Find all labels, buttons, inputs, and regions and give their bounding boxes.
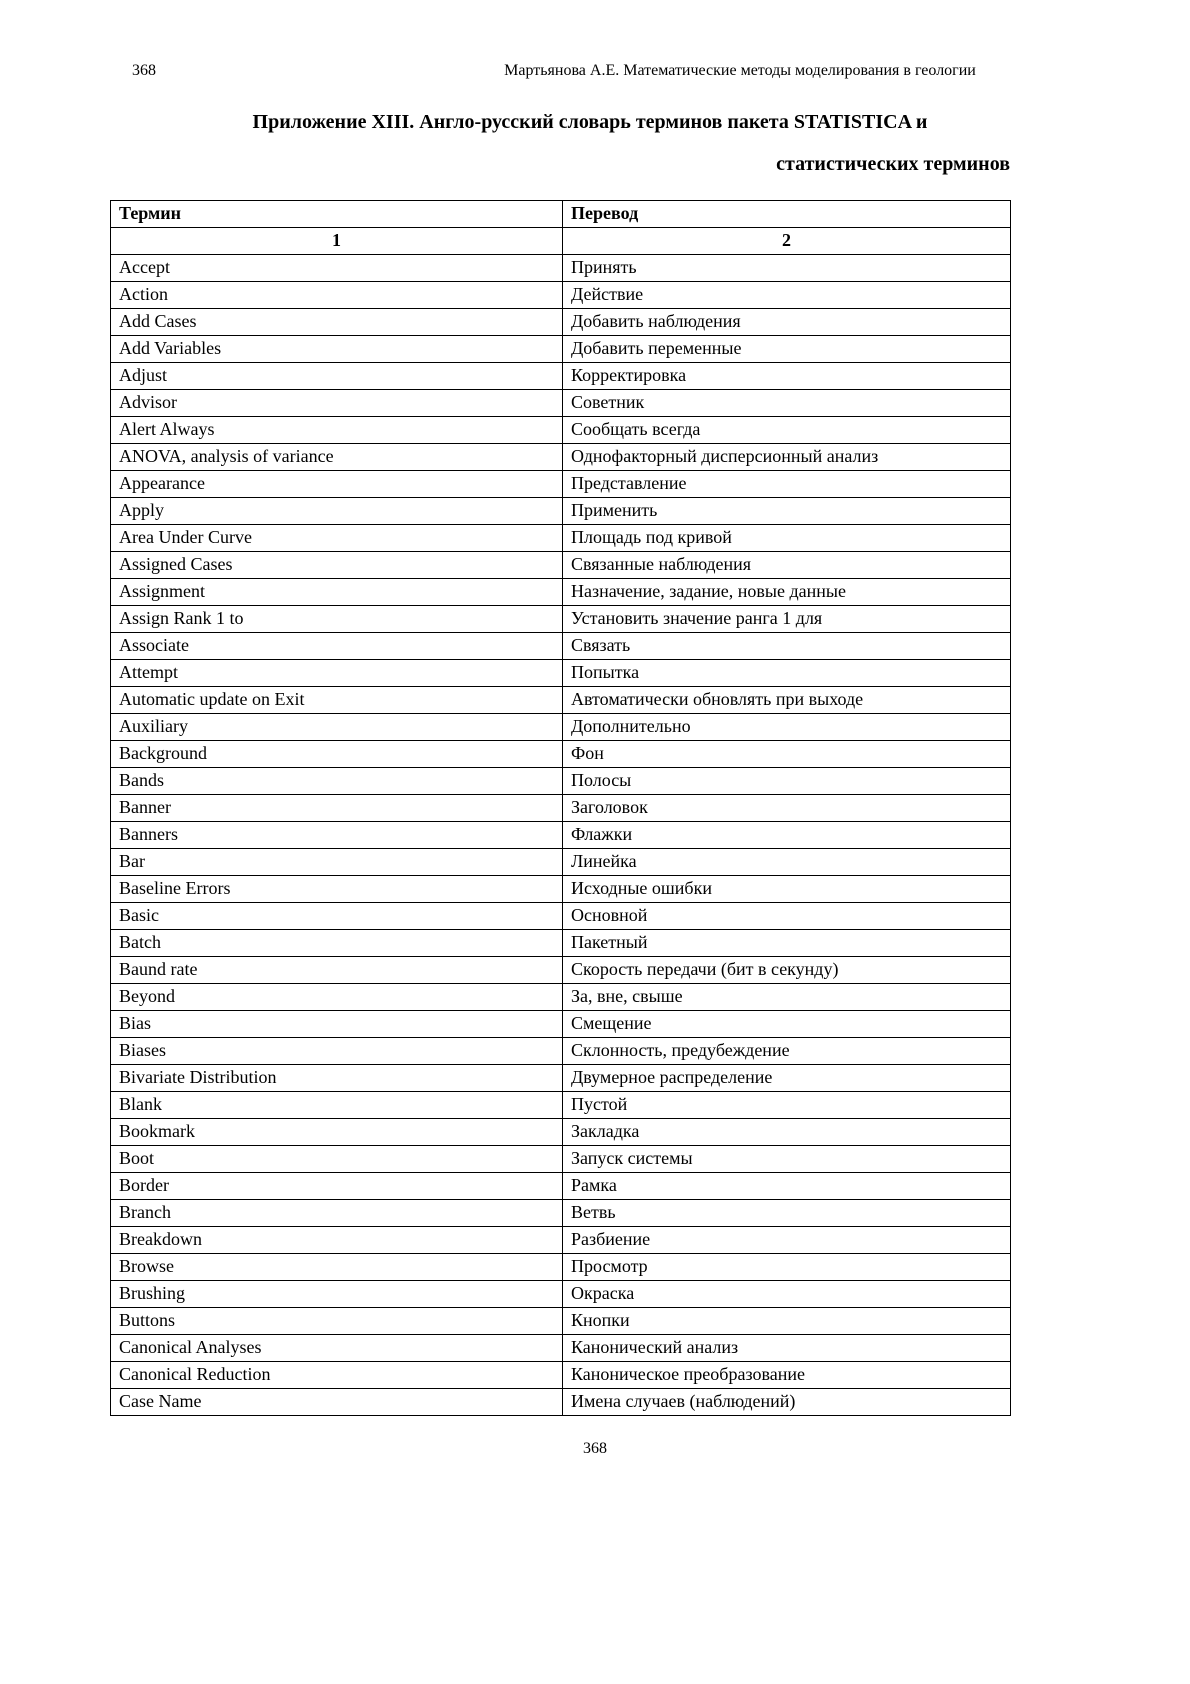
translation-cell: Действие <box>563 282 1011 309</box>
term-cell: Breakdown <box>111 1227 563 1254</box>
table-row <box>111 1119 1011 1146</box>
table-row <box>111 444 1011 471</box>
term-cell: Banners <box>111 822 563 849</box>
table-row <box>111 336 1011 363</box>
table-row <box>111 471 1011 498</box>
translation-cell: Связать <box>563 633 1011 660</box>
term-cell: Bias <box>111 1011 563 1038</box>
translation-cell: Двумерное распределение <box>563 1065 1011 1092</box>
dictionary-table-body <box>111 255 1011 1416</box>
table-row <box>111 849 1011 876</box>
term-cell: Bar <box>111 849 563 876</box>
table-row <box>111 498 1011 525</box>
table-row <box>111 876 1011 903</box>
term-cell: Canonical Reduction <box>111 1362 563 1389</box>
footer-page-number: 368 <box>583 1440 607 1457</box>
term-cell: Alert Always <box>111 417 563 444</box>
translation-cell: Советник <box>563 390 1011 417</box>
table-row <box>111 1092 1011 1119</box>
translation-cell: Ветвь <box>563 1200 1011 1227</box>
term-cell: Appearance <box>111 471 563 498</box>
appendix-title-line2: статистических терминов <box>776 153 1010 175</box>
table-row <box>111 552 1011 579</box>
translation-cell: Линейка <box>563 849 1011 876</box>
translation-cell: Закладка <box>563 1119 1011 1146</box>
table-row <box>111 1362 1011 1389</box>
table-row <box>111 390 1011 417</box>
term-cell: Branch <box>111 1200 563 1227</box>
translation-cell: Принять <box>563 255 1011 282</box>
table-row <box>111 1254 1011 1281</box>
table-row <box>111 1281 1011 1308</box>
term-cell: Area Under Curve <box>111 525 563 552</box>
translation-cell: Полосы <box>563 768 1011 795</box>
term-cell: Bands <box>111 768 563 795</box>
translation-cell: Рамка <box>563 1173 1011 1200</box>
table-row <box>111 714 1011 741</box>
translation-cell: Применить <box>563 498 1011 525</box>
translation-cell: Установить значение ранга 1 для <box>563 606 1011 633</box>
translation-cell: Имена случаев (наблюдений) <box>563 1389 1011 1416</box>
running-header <box>110 62 1010 84</box>
term-cell: Associate <box>111 633 563 660</box>
appendix-title <box>110 112 1010 174</box>
table-row <box>111 795 1011 822</box>
appendix-title-line1: Приложение XIII. Англо-русский словарь терминов пакета STATISTICA и <box>252 111 928 133</box>
term-cell: ANOVA, analysis of variance <box>111 444 563 471</box>
table-row <box>111 687 1011 714</box>
term-cell: Blank <box>111 1092 563 1119</box>
term-cell: Bookmark <box>111 1119 563 1146</box>
term-cell: Assign Rank 1 to <box>111 606 563 633</box>
translation-cell: Представление <box>563 471 1011 498</box>
term-cell: Buttons <box>111 1308 563 1335</box>
term-cell: Beyond <box>111 984 563 1011</box>
term-cell: Adjust <box>111 363 563 390</box>
translation-cell: Однофакторный дисперсионный анализ <box>563 444 1011 471</box>
header-page-number: 368 <box>132 62 156 79</box>
translation-cell: Разбиение <box>563 1227 1011 1254</box>
translation-cell: Скорость передачи (бит в секунду) <box>563 957 1011 984</box>
term-cell: Apply <box>111 498 563 525</box>
translation-cell: Заголовок <box>563 795 1011 822</box>
term-cell: Assigned Cases <box>111 552 563 579</box>
table-row <box>111 1173 1011 1200</box>
term-cell: Boot <box>111 1146 563 1173</box>
term-cell: Biases <box>111 1038 563 1065</box>
translation-cell: Автоматически обновлять при выходе <box>563 687 1011 714</box>
translation-cell: Кнопки <box>563 1308 1011 1335</box>
translation-cell: Канонический анализ <box>563 1335 1011 1362</box>
table-row <box>111 633 1011 660</box>
table-row <box>111 1038 1011 1065</box>
table-row <box>111 606 1011 633</box>
term-cell: Border <box>111 1173 563 1200</box>
translation-cell: Запуск системы <box>563 1146 1011 1173</box>
term-cell: Automatic update on Exit <box>111 687 563 714</box>
term-cell: Baseline Errors <box>111 876 563 903</box>
table-row <box>111 903 1011 930</box>
term-cell: Add Variables <box>111 336 563 363</box>
term-cell: Batch <box>111 930 563 957</box>
running-header-text: Мартьянова А.Е. Математические методы моделирования в геологии <box>504 62 976 79</box>
table-row <box>111 1011 1011 1038</box>
table-row <box>111 1146 1011 1173</box>
table-row <box>111 309 1011 336</box>
table-header-row <box>111 201 1011 228</box>
translation-cell: Пакетный <box>563 930 1011 957</box>
translation-cell: Дополнительно <box>563 714 1011 741</box>
table-row <box>111 957 1011 984</box>
term-cell: Canonical Analyses <box>111 1335 563 1362</box>
table-row <box>111 1065 1011 1092</box>
translation-cell: Площадь под кривой <box>563 525 1011 552</box>
table-row <box>111 282 1011 309</box>
term-cell: Background <box>111 741 563 768</box>
translation-cell: Склонность, предубеждение <box>563 1038 1011 1065</box>
table-row <box>111 741 1011 768</box>
column-number-2: 2 <box>563 228 1011 255</box>
translation-cell: Добавить переменные <box>563 336 1011 363</box>
content-area <box>110 0 1010 1416</box>
table-row <box>111 1227 1011 1254</box>
term-cell: Action <box>111 282 563 309</box>
dictionary-table <box>110 200 1011 1416</box>
table-row <box>111 930 1011 957</box>
term-cell: Bivariate Distribution <box>111 1065 563 1092</box>
table-row <box>111 1200 1011 1227</box>
translation-cell: Просмотр <box>563 1254 1011 1281</box>
term-cell: Attempt <box>111 660 563 687</box>
translation-cell: Корректировка <box>563 363 1011 390</box>
term-cell: Accept <box>111 255 563 282</box>
term-cell: Case Name <box>111 1389 563 1416</box>
term-cell: Auxiliary <box>111 714 563 741</box>
table-row <box>111 525 1011 552</box>
table-row <box>111 768 1011 795</box>
translation-cell: За, вне, свыше <box>563 984 1011 1011</box>
translation-cell: Окраска <box>563 1281 1011 1308</box>
term-cell: Baund rate <box>111 957 563 984</box>
table-row <box>111 1308 1011 1335</box>
translation-cell: Флажки <box>563 822 1011 849</box>
translation-cell: Смещение <box>563 1011 1011 1038</box>
column-number-1: 1 <box>111 228 563 255</box>
table-row <box>111 1389 1011 1416</box>
translation-cell: Попытка <box>563 660 1011 687</box>
translation-cell: Исходные ошибки <box>563 876 1011 903</box>
translation-cell: Сообщать всегда <box>563 417 1011 444</box>
translation-cell: Основной <box>563 903 1011 930</box>
translation-cell: Связанные наблюдения <box>563 552 1011 579</box>
translation-cell: Фон <box>563 741 1011 768</box>
table-row <box>111 984 1011 1011</box>
table-subheader-row <box>111 228 1011 255</box>
table-row <box>111 363 1011 390</box>
translation-cell: Каноническое преобразование <box>563 1362 1011 1389</box>
term-cell: Browse <box>111 1254 563 1281</box>
column-header-translation: Перевод <box>563 201 1011 228</box>
translation-cell: Назначение, задание, новые данные <box>563 579 1011 606</box>
translation-cell: Добавить наблюдения <box>563 309 1011 336</box>
column-header-term: Термин <box>111 201 563 228</box>
term-cell: Assignment <box>111 579 563 606</box>
term-cell: Brushing <box>111 1281 563 1308</box>
term-cell: Banner <box>111 795 563 822</box>
table-row <box>111 579 1011 606</box>
term-cell: Add Cases <box>111 309 563 336</box>
table-row <box>111 255 1011 282</box>
table-row <box>111 417 1011 444</box>
term-cell: Advisor <box>111 390 563 417</box>
term-cell: Basic <box>111 903 563 930</box>
table-row <box>111 660 1011 687</box>
table-row <box>111 822 1011 849</box>
table-row <box>111 1335 1011 1362</box>
translation-cell: Пустой <box>563 1092 1011 1119</box>
